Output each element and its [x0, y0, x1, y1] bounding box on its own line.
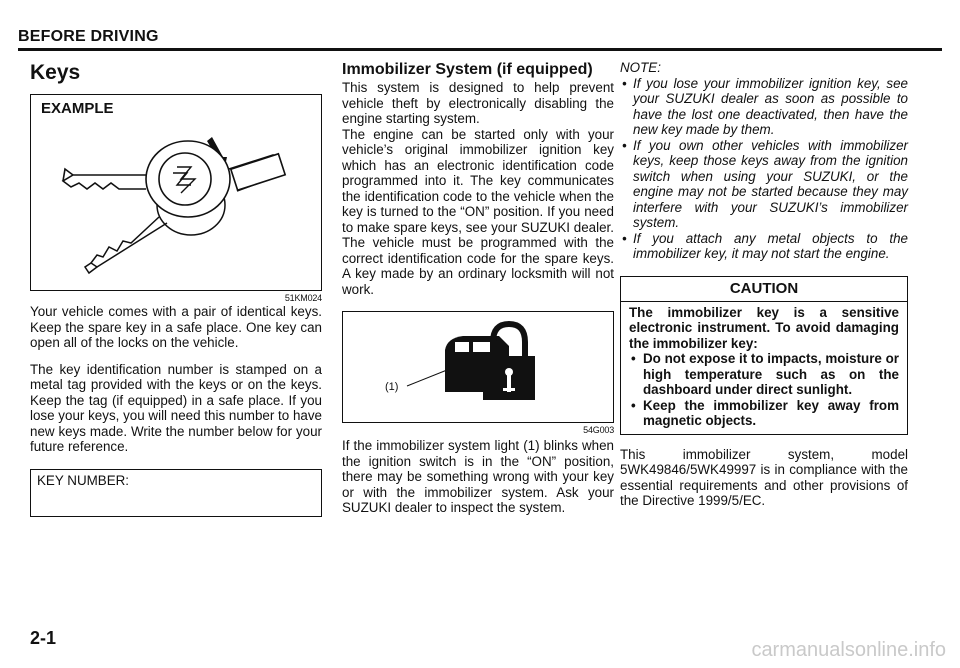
keys-paragraph-1: Your vehicle comes with a pair of identical keys. Keep the spare key in a safe place. One key can open all of the locks on the vehicle.: [30, 304, 322, 350]
figure-code: 54G003: [583, 425, 614, 435]
note-item: • If you lose your immobilizer ignition key, see your SUZUKI dealer as soon as possible to have the lost one deactivated, then have the new key made by them.: [622, 75, 908, 137]
immobilizer-heading: Immobilizer System (if equipped): [342, 61, 593, 78]
note-title: NOTE:: [620, 60, 661, 75]
immobilizer-light-figure: [342, 311, 614, 423]
keys-paragraph-2: The key identification number is stamped on a metal tag provided with the keys or on the keys. Keep the tag (if equipped) in a safe place. If you lose your keys, you will need this number to have new keys made. Write the number below for your future reference.: [30, 361, 322, 454]
note-item: • If you own other vehicles with immobilizer keys, keep those keys away from the ignition switch when using your SUZUKI, or the engine may not be started because they may interfere with your SUZUKI’s immobilizer system.: [622, 137, 908, 230]
car-keys-illustration: [31, 95, 321, 288]
immobilizer-light-icon: [343, 312, 613, 420]
caution-item: • Keep the immobilizer key away from magnetic objects.: [631, 397, 899, 428]
keys-heading: Keys: [30, 61, 81, 84]
caution-intro: The immobilizer key is a sensitive electronic instrument. To avoid damaging the immobilizer key:: [629, 304, 899, 351]
note-list: [620, 76, 908, 262]
caution-list: [629, 351, 899, 429]
caution-box: [620, 276, 908, 435]
compliance-statement: This immobilizer system, model 5WK49846/5WK49997 is in compliance with the essential requirements and other provisions of the Directive 1999/5/EC.: [620, 446, 908, 508]
figure-example-label: EXAMPLE: [41, 100, 114, 117]
immobilizer-column: [342, 60, 614, 516]
figure-code: 51KM024: [284, 293, 322, 303]
keys-column: [30, 60, 322, 517]
key-number-label: KEY NUMBER:: [37, 472, 130, 488]
caution-item: • Do not expose it to impacts, moisture or high temperature such as on the dashboard under direct sunlight.: [631, 351, 899, 397]
immobilizer-paragraph-1: This system is designed to help prevent vehicle theft by electronically disabling the engine starting system.: [342, 80, 614, 126]
caution-title: CAUTION: [621, 277, 907, 302]
immobilizer-paragraph-3: If the immobilizer system light (1) blinks when the ignition switch is in the “ON” position, there may be something wrong with your key or with the immobilizer system. Ask your SUZUKI dealer to inspect the system.: [342, 438, 614, 515]
header-rule: [18, 48, 942, 51]
note-item: • If you attach any metal objects to the immobilizer key, it may not start the engine.: [622, 230, 908, 261]
immobilizer-paragraph-2: The engine can be started only with your vehicle’s original immobilizer ignition key which has an electronic identification code programmed into it. The key communicates the identification code to the vehicle when the key is turned to the “ON” position. If you need to make spare keys, see your SUZUKI dealer. The vehicle must be programmed with the correct identification code for the spare keys. A key made by an ordinary locksmith will not work.: [342, 126, 614, 297]
section-header: BEFORE DRIVING: [18, 28, 159, 45]
notes-column: [620, 60, 908, 509]
light-callout-label: (1): [385, 381, 399, 393]
page-number: 2-1: [30, 628, 57, 648]
key-number-box: [30, 469, 322, 517]
watermark: carmanualsonline.info: [751, 639, 946, 661]
keys-figure: [30, 94, 322, 291]
caution-body: [621, 302, 907, 434]
